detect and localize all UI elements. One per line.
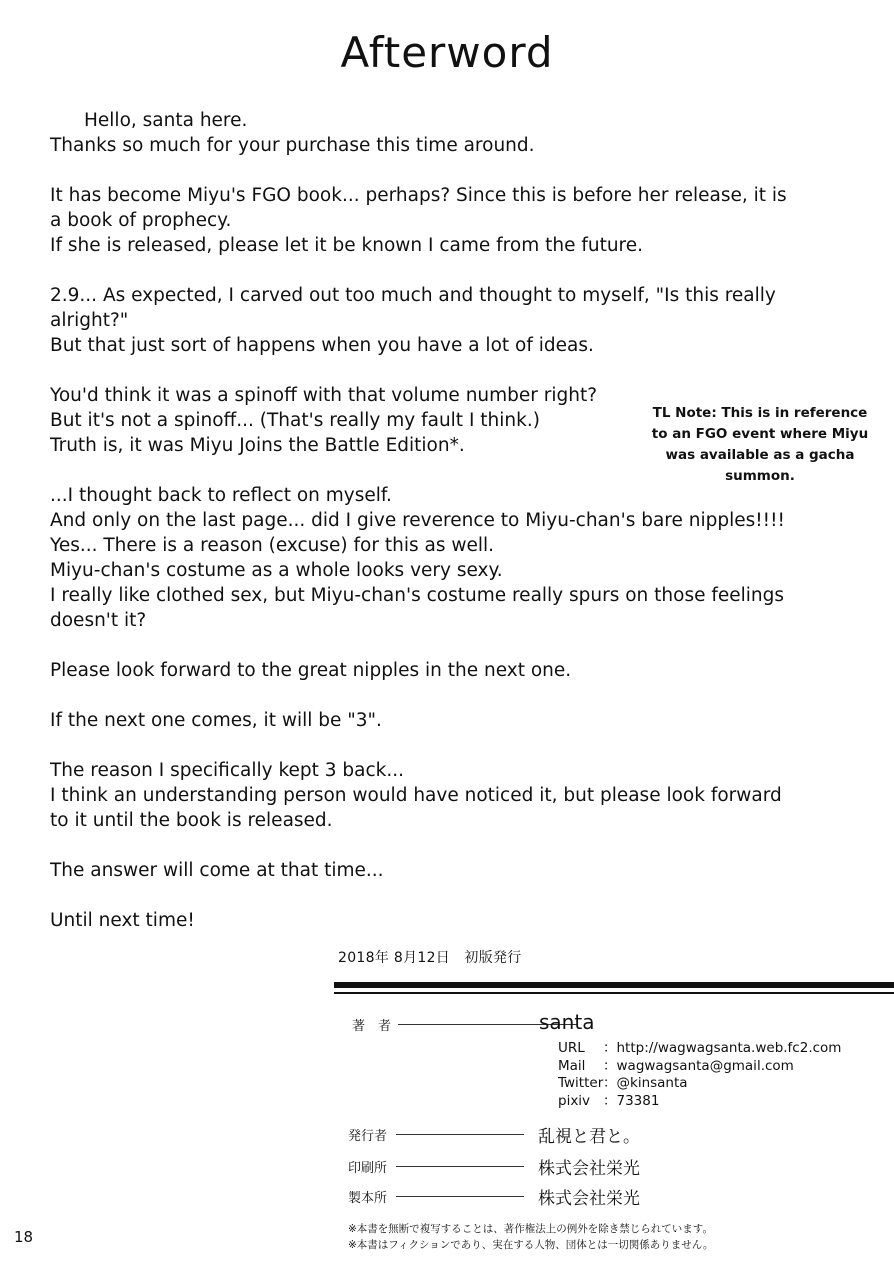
- text-line: It has become Miyu's FGO book... perhaps? Since this is before her release, it is: [50, 185, 787, 206]
- tl-note-line: summon.: [725, 468, 795, 484]
- binder-label: 製本所: [348, 1191, 388, 1206]
- tl-note-line: to an FGO event where Miyu: [651, 426, 869, 442]
- text-line: Please look forward to the great nipples in the next one.: [50, 660, 572, 681]
- text-line: a book of prophecy.: [50, 210, 232, 231]
- text-line: Hello, santa here.: [84, 110, 248, 131]
- text-line: Yes... There is a reason (excuse) for this as well.: [50, 535, 495, 556]
- paragraph: [50, 658, 840, 683]
- text-line: Thanks so much for your purchase this time around.: [50, 135, 535, 156]
- leader-line: [396, 1166, 524, 1167]
- link-row: [558, 1040, 841, 1058]
- paragraph: [50, 183, 840, 258]
- paragraph: [50, 708, 840, 733]
- author-label: 著 者: [352, 1019, 392, 1034]
- text-line: The answer will come at that time...: [50, 860, 384, 881]
- link-key: URL: [558, 1040, 585, 1056]
- text-line: Truth is, it was Miyu Joins the Battle Edition*.: [50, 435, 465, 456]
- author-name: santa: [539, 1010, 595, 1034]
- author-row: [352, 1010, 595, 1034]
- fiction-notice: ※本書はフィクションであり、実在する人物、団体とは一切関係ありません。: [348, 1239, 714, 1251]
- text-line: If she is released, please let it be known I came from the future.: [50, 235, 644, 256]
- binder-row: [348, 1187, 640, 1209]
- leader-line: [396, 1134, 524, 1135]
- page-number: 18: [14, 1228, 34, 1246]
- author-links: [558, 1040, 841, 1110]
- text-line: 2.9... As expected, I carved out too much and thought to myself, "Is this really: [50, 285, 776, 306]
- text-line: The reason I specifically kept 3 back...: [50, 760, 405, 781]
- binder-name: 株式会社栄光: [538, 1189, 640, 1209]
- text-line: doesn't it?: [50, 610, 147, 631]
- publisher-label: 発行者: [348, 1129, 388, 1144]
- link-row: [558, 1075, 841, 1093]
- paragraph: [50, 108, 840, 158]
- text-line: But it's not a spinoff... (That's really my fault I think.): [50, 410, 540, 431]
- text-line: to it until the book is released.: [50, 810, 333, 831]
- translator-note: [636, 403, 884, 487]
- paragraph: [50, 908, 840, 933]
- text-line: But that just sort of happens when you have a lot of ideas.: [50, 335, 594, 356]
- text-line: You'd think it was a spinoff with that volume number right?: [50, 385, 598, 406]
- link-value: ：http://wagwagsanta.web.fc2.com: [603, 1040, 842, 1056]
- paragraph: [50, 858, 840, 883]
- link-key: Twitter: [558, 1075, 604, 1091]
- text-line: And only on the last page... did I give reverence to Miyu-chan's bare nipples!!!!: [50, 510, 785, 531]
- tl-note-line: TL Note: This is in reference: [652, 405, 868, 421]
- tl-note-line: was available as a gacha: [665, 447, 855, 463]
- text-line: ...I thought back to reflect on myself.: [50, 485, 392, 506]
- printer-label: 印刷所: [348, 1161, 388, 1176]
- link-value: ：73381: [603, 1092, 660, 1109]
- link-row: [558, 1058, 841, 1076]
- colophon-divider-thick: [334, 982, 894, 988]
- publisher-row: [348, 1125, 640, 1147]
- paragraph: [50, 283, 840, 358]
- text-line: Miyu-chan's costume as a whole looks very sexy.: [50, 560, 503, 581]
- text-line: Until next time!: [50, 910, 195, 931]
- printer-name: 株式会社栄光: [538, 1159, 640, 1179]
- paragraph: [50, 758, 840, 833]
- copyright-notice: ※本書を無断で複写することは、著作権法上の例外を除き禁じられています。: [348, 1223, 713, 1235]
- publication-date: 2018年 8月12日 初版発行: [338, 950, 522, 966]
- text-line: I think an understanding person would have noticed it, but please look forward: [50, 785, 782, 806]
- colophon-divider-thin: [334, 992, 894, 994]
- leader-line: [396, 1196, 524, 1197]
- text-line: alright?": [50, 310, 129, 331]
- text-line: I really like clothed sex, but Miyu-chan's costume really spurs on those feelings: [50, 585, 785, 606]
- publisher-name: 乱視と君と。: [538, 1127, 640, 1147]
- page-title: Afterword: [340, 28, 554, 77]
- afterword-body: [50, 108, 840, 933]
- link-value: ：wagwagsanta@gmail.com: [603, 1057, 794, 1074]
- link-key: pixiv: [558, 1092, 591, 1109]
- link-key: Mail: [558, 1057, 586, 1074]
- paragraph: [50, 483, 840, 633]
- printer-row: [348, 1157, 640, 1179]
- link-row: [558, 1093, 841, 1111]
- link-value: ：@kinsanta: [603, 1075, 688, 1091]
- text-line: If the next one comes, it will be "3".: [50, 710, 382, 731]
